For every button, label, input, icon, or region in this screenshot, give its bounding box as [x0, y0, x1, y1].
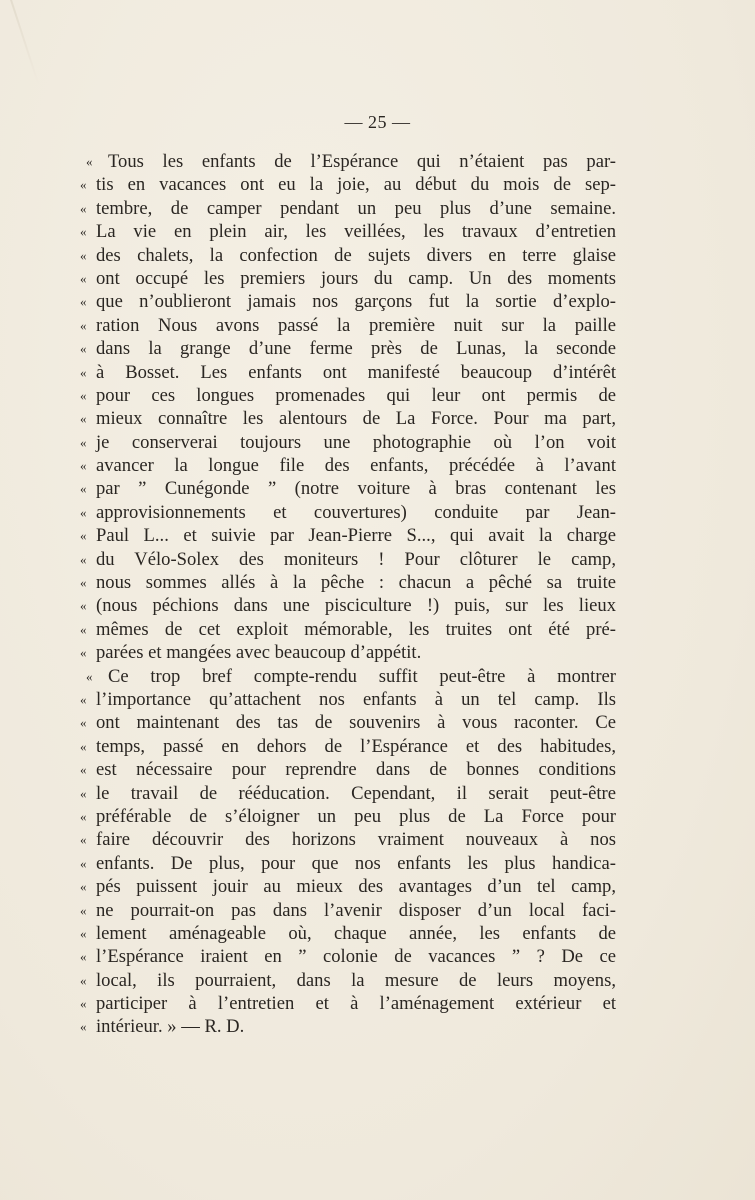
text-line [80, 875, 616, 898]
text-line [80, 969, 616, 992]
line-text: participer à l’entretien et à l’aménagement extérieur et [96, 993, 616, 1015]
text-line [80, 337, 616, 360]
quote-mark: « [80, 434, 87, 450]
line-text: enfants. De plus, pour que nos enfants les plus handica- [96, 852, 616, 874]
quote-mark: « [80, 575, 87, 591]
line-text: mêmes de cet exploit mémorable, les truites ont été pré- [96, 618, 616, 640]
text-line [80, 314, 616, 337]
line-text: temps, passé en dehors de l’Espérance et des habitudes, [96, 735, 616, 757]
text-line [80, 922, 616, 945]
text-line [80, 641, 616, 664]
quote-mark: « [80, 902, 87, 918]
quote-mark: « [80, 808, 87, 824]
text-line [80, 267, 616, 290]
quote-mark: « [80, 879, 87, 895]
line-text: faire découvrir des horizons vraiment nouveaux à nos [96, 829, 616, 851]
text-line [80, 711, 616, 734]
line-text: préférable de s’éloigner un peu plus de La Force pour [96, 805, 616, 827]
text-line [80, 992, 616, 1015]
quote-mark: « [80, 387, 87, 403]
quote-mark: « [80, 177, 87, 193]
paper-crease [10, 0, 40, 86]
quote-mark: « [80, 341, 87, 357]
quote-mark: « [80, 691, 87, 707]
line-text: l’Espérance iraient en ” colonie de vacances ” ? De ce [96, 946, 616, 968]
text-line [80, 828, 616, 851]
quote-mark: « [80, 949, 87, 965]
text-line [80, 290, 616, 313]
text-line [80, 899, 616, 922]
line-text: du Vélo-Solex des moniteurs ! Pour clôturer le camp, [96, 548, 616, 570]
line-text: La vie en plein air, les veillées, les travaux d’entretien [96, 221, 616, 243]
text-line [80, 758, 616, 781]
line-text: par ” Cunégonde ” (notre voiture à bras contenant les [96, 478, 616, 500]
text-line [80, 688, 616, 711]
line-text: ont maintenant des tas de souvenirs à vous raconter. Ce [96, 712, 616, 734]
text-line [80, 501, 616, 524]
page-number: — 25 — [344, 112, 411, 132]
quote-mark: « [80, 855, 87, 871]
paragraph [80, 665, 616, 1039]
text-line [80, 782, 616, 805]
text-line [80, 431, 616, 454]
line-text: Paul L... et suivie par Jean-Pierre S..., qui avait la charge [96, 525, 616, 547]
text-line [86, 665, 616, 688]
quote-mark: « [80, 247, 87, 263]
text-line [80, 735, 616, 758]
line-text: ont occupé les premiers jours du camp. Un des moments [96, 267, 616, 289]
text-line [80, 220, 616, 243]
line-text: dans la grange d’une ferme près de Lunas, la seconde [96, 338, 616, 360]
quote-mark: « [80, 528, 87, 544]
line-text: lement aménageable où, chaque année, les enfants de [96, 922, 616, 944]
text-line [80, 407, 616, 430]
line-text: local, ils pourraient, dans la mesure de leurs moyens, [96, 969, 616, 991]
quote-mark: « [86, 668, 93, 684]
line-text: je conserverai toujours une photographie où l’on voit [96, 431, 616, 453]
text-line [80, 618, 616, 641]
text-line [80, 945, 616, 968]
quote-mark: « [80, 294, 87, 310]
text-line [80, 1015, 616, 1038]
line-text: ration Nous avons passé la première nuit sur la paille [96, 314, 616, 336]
quote-mark: « [80, 411, 87, 427]
quote-mark: « [80, 645, 87, 661]
line-text: nous sommes allés à la pêche : chacun a pêché sa truite [96, 572, 616, 594]
text-line [80, 361, 616, 384]
line-text: ne pourrait-on pas dans l’avenir disposer d’un local faci- [96, 899, 616, 921]
line-text: à Bosset. Les enfants ont manifesté beaucoup d’intérêt [96, 361, 616, 383]
quote-mark: « [80, 458, 87, 474]
body-text [80, 150, 616, 1039]
quote-mark: « [80, 925, 87, 941]
text-line [80, 173, 616, 196]
text-line [80, 244, 616, 267]
text-line [80, 805, 616, 828]
quote-mark: « [80, 762, 87, 778]
text-line [86, 150, 616, 173]
line-text: tembre, de camper pendant un peu plus d’une semaine. [96, 197, 616, 219]
line-text: Ce trop bref compte-rendu suffit peut-être à montrer [108, 665, 616, 687]
quote-mark: « [80, 621, 87, 637]
quote-mark: « [80, 832, 87, 848]
line-text: intérieur. » — R. D. [96, 1016, 245, 1038]
line-text: l’importance qu’attachent nos enfants à un tel camp. Ils [96, 688, 616, 710]
line-text: avancer la longue file des enfants, précédée à l’avant [96, 455, 616, 477]
quote-mark: « [80, 504, 87, 520]
paragraph [80, 150, 616, 665]
text-line [80, 477, 616, 500]
text-line [80, 454, 616, 477]
line-text: tis en vacances ont eu la joie, au début du mois de sep- [96, 174, 616, 196]
quote-mark: « [80, 785, 87, 801]
text-line [80, 197, 616, 220]
quote-mark: « [80, 1019, 87, 1035]
line-text: que n’oublieront jamais nos garçons fut la sortie d’explo- [96, 291, 616, 313]
line-text: pour ces longues promenades qui leur ont permis de [96, 384, 616, 406]
text-line [80, 524, 616, 547]
quote-mark: « [80, 481, 87, 497]
line-text: est nécessaire pour reprendre dans de bonnes conditions [96, 759, 616, 781]
line-text: pés puissent jouir au mieux des avantages d’un tel camp, [96, 876, 616, 898]
quote-mark: « [80, 551, 87, 567]
quote-mark: « [80, 738, 87, 754]
line-text: mieux connaître les alentours de La Force. Pour ma part, [96, 408, 616, 430]
line-text: le travail de rééducation. Cependant, il serait peut-être [96, 782, 616, 804]
line-text: Tous les enfants de l’Espérance qui n’étaient pas par- [108, 151, 616, 172]
text-line [80, 594, 616, 617]
line-text: parées et mangées avec beaucoup d’appétit. [96, 642, 422, 664]
quote-mark: « [80, 224, 87, 240]
text-line [80, 852, 616, 875]
quote-mark: « [80, 200, 87, 216]
quote-mark: « [80, 972, 87, 988]
quote-mark: « [80, 364, 87, 380]
text-line [80, 548, 616, 571]
line-text: des chalets, la confection de sujets divers en terre glaise [96, 244, 616, 266]
quote-mark: « [80, 715, 87, 731]
quote-mark: « [86, 154, 93, 169]
text-line [80, 571, 616, 594]
line-text: (nous péchions dans une pisciculture !) puis, sur les lieux [96, 595, 616, 617]
quote-mark: « [80, 996, 87, 1012]
line-text: approvisionnements et couvertures) conduite par Jean- [96, 501, 616, 523]
quote-mark: « [80, 317, 87, 333]
quote-mark: « [80, 270, 87, 286]
text-line [80, 384, 616, 407]
quote-mark: « [80, 598, 87, 614]
